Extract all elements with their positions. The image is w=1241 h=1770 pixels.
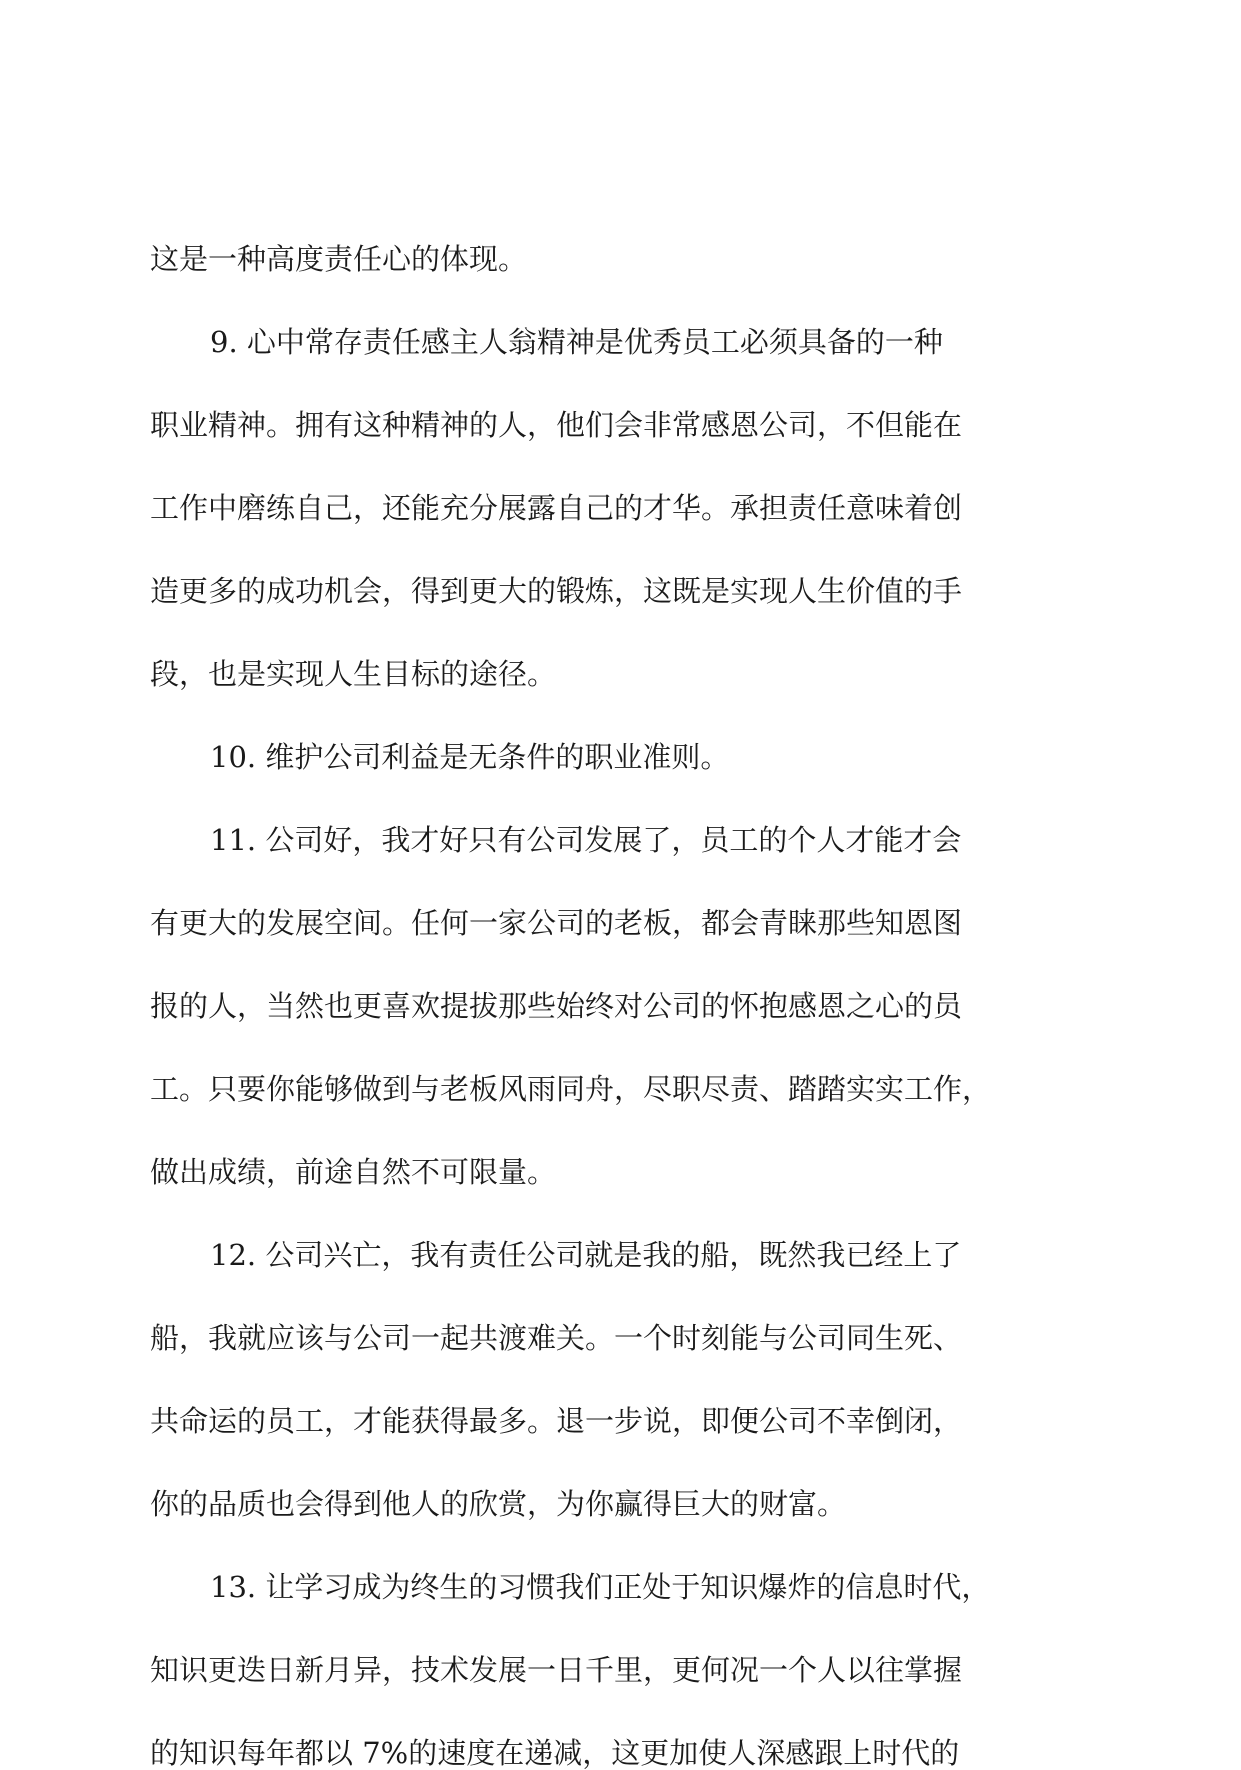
text-line: 13. 让学习成为终生的习惯我们正处于知识爆炸的信息时代，: [210, 1570, 991, 1604]
text-line: 11. 公司好，我才好只有公司发展了，员工的个人才能才会: [210, 823, 962, 857]
text-line: 工。只要你能够做到与老板风雨同舟，尽职尽责、踏踏实实工作，: [150, 1072, 992, 1106]
text-line: 造更多的成功机会，得到更大的锻炼，这既是实现人生价值的手: [150, 574, 963, 608]
text-line: 有更大的发展空间。任何一家公司的老板，都会青睐那些知恩图: [150, 906, 963, 940]
text-line: 12. 公司兴亡，我有责任公司就是我的船，既然我已经上了: [210, 1238, 962, 1272]
text-line: 段，也是实现人生目标的途径。: [150, 657, 557, 691]
text-line: 共命运的员工，才能获得最多。退一步说，即便公司不幸倒闭，: [150, 1404, 963, 1438]
text-line: 做出成绩，前途自然不可限量。: [150, 1155, 557, 1189]
text-line: 职业精神。拥有这种精神的人，他们会非常感恩公司，不但能在: [150, 408, 963, 442]
text-line: 的知识每年都以 7%的速度在递减，这更加使人深感跟上时代的: [150, 1736, 960, 1770]
text-line: 你的品质也会得到他人的欣赏，为你赢得巨大的财富。: [150, 1487, 847, 1521]
text-line: 工作中磨练自己，还能充分展露自己的才华。承担责任意味着创: [150, 491, 963, 525]
text-line: 船，我就应该与公司一起共渡难关。一个时刻能与公司同生死、: [150, 1321, 963, 1355]
text-line: 10. 维护公司利益是无条件的职业准则。: [210, 740, 730, 774]
text-line: 报的人，当然也更喜欢提拔那些始终对公司的怀抱感恩之心的员: [150, 989, 963, 1023]
text-line: 这是一种高度责任心的体现。: [150, 242, 528, 276]
text-line: 知识更迭日新月异，技术发展一日千里，更何况一个人以往掌握: [150, 1653, 963, 1687]
text-line: 9. 心中常存责任感主人翁精神是优秀员工必须具备的一种: [210, 325, 943, 359]
